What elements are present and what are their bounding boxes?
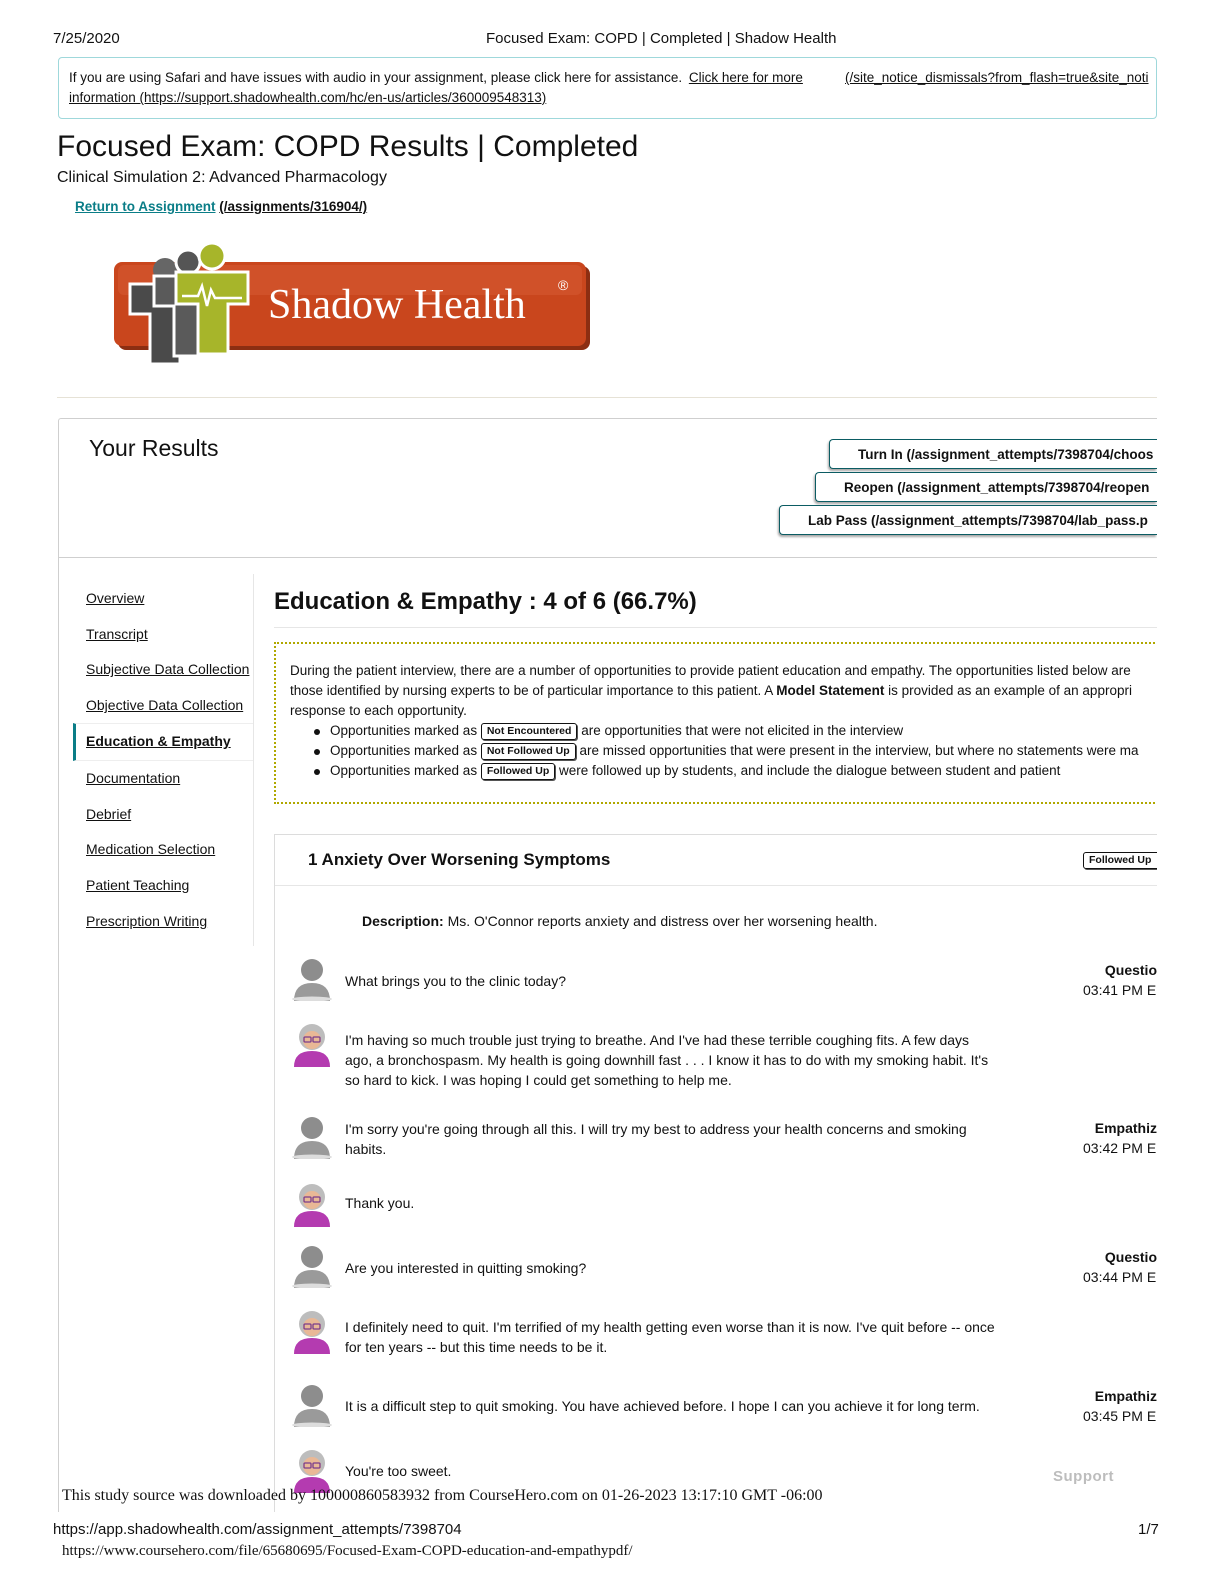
not-followed-up-tag: Not Followed Up <box>481 743 576 760</box>
page-title: Focused Exam: COPD Results | Completed <box>57 130 639 163</box>
divider <box>57 397 1157 398</box>
legend-not-encountered <box>330 721 903 741</box>
source-url: https://www.coursehero.com/file/65680695/Focused-Exam-COPD-education-and-empathypdf/ <box>62 1543 633 1559</box>
description-text: Ms. O'Connor reports anxiety and distress over her worsening health. <box>443 913 878 929</box>
dialogue-patient-message: I'm having so much trouble just trying to breathe. And I've had these terrible coughing fits. A few days ago, a bronchospasm. My health is going downhill fast . . . I know it has to do with my smoking habit. It's so hard to kick. I was hoping I could get something to help me. <box>345 1032 989 1088</box>
sidebar-item-patient-teaching[interactable]: Patient Teaching <box>86 877 190 893</box>
legend-prefix: Opportunities marked as <box>330 723 478 738</box>
notice-text: If you are using Safari and have issues with audio in your assignment, please click here for assistance. <box>69 70 683 85</box>
support-button[interactable]: Support <box>1053 1468 1114 1485</box>
dialogue-timestamp: 03:45 PM E <box>1083 1408 1157 1424</box>
sidebar-item-transcript[interactable]: Transcript <box>86 626 148 642</box>
section-title: Education & Empathy : 4 of 6 (66.7%) <box>274 588 697 615</box>
dialogue-type-label: Questio <box>1104 962 1157 978</box>
turn-in-button[interactable]: Turn In (/assignment_attempts/7398704/choos <box>829 439 1157 469</box>
sidebar-item-education-empathy[interactable]: Education & Empathy <box>86 733 231 749</box>
print-crop-edge <box>1157 0 1224 1584</box>
student-avatar-icon <box>290 955 334 1001</box>
results-heading: Your Results <box>89 435 219 461</box>
study-source-note: This study source was downloaded by 100000860583932 from CourseHero.com on 01-26-2023 13:17:10 GMT -06:00 <box>62 1487 823 1504</box>
legend-prefix: Opportunities marked as <box>330 743 478 758</box>
print-page-number: 1/7 <box>1138 1521 1159 1538</box>
dialogue-type-label: Questio <box>1104 1249 1157 1265</box>
description-label: Description: <box>362 913 444 929</box>
sidebar-item-overview[interactable]: Overview <box>86 590 145 606</box>
return-to-assignment-link[interactable] <box>75 199 367 214</box>
site-notice-banner <box>58 57 1157 119</box>
results-panel-bottom-border <box>58 557 1157 558</box>
opportunity-description <box>362 913 877 929</box>
lab-pass-button[interactable]: Lab Pass (/assignment_attempts/7398704/lab_pass.p <box>779 505 1157 535</box>
dialogue-student-message: Are you interested in quitting smoking? <box>345 1260 587 1276</box>
results-panel-left-border <box>58 557 59 1584</box>
student-avatar-icon <box>290 1381 334 1427</box>
dialogue-timestamp: 03:44 PM E <box>1083 1269 1157 1285</box>
dialogue-student-message: It is a difficult step to quit smoking. You have achieved before. I hope I can you achieve it for long term. <box>345 1398 980 1414</box>
dialogue-student-message: What brings you to the clinic today? <box>345 973 567 989</box>
opportunity-header-rule <box>275 885 1157 886</box>
dialogue-patient-message: Thank you. <box>345 1195 415 1211</box>
intro-line-2-b: is provided as an example of an appropri <box>884 683 1132 698</box>
return-link-path[interactable]: (/assignments/316904/) <box>219 199 368 214</box>
notice-info-link[interactable]: information (https://support.shadowhealth.com/hc/en-us/articles/360009548313) <box>69 90 547 105</box>
dialogue-student-message: I'm sorry you're going through all this. I will try my best to address your health concerns and smoking habits. <box>345 1121 967 1157</box>
student-avatar-icon <box>290 1113 334 1159</box>
notice-more-link[interactable]: Click here for more <box>688 70 803 85</box>
shadow-health-logo-graphic <box>110 240 595 370</box>
print-date: 7/25/2020 <box>53 30 120 47</box>
legend-suffix: are opportunities that were not elicited in the interview <box>581 723 904 738</box>
sidebar-item-objective-data[interactable]: Objective Data Collection <box>86 697 244 713</box>
bullet-dot <box>314 729 320 735</box>
patient-avatar-icon <box>290 1021 334 1067</box>
intro-line-3: response to each opportunity. <box>290 703 467 718</box>
patient-avatar-icon <box>290 1181 334 1227</box>
dialogue-type-label: Empathiz <box>1094 1388 1157 1404</box>
notice-dismiss-link[interactable]: (/site_notice_dismissals?from_flash=true&site_noti <box>845 70 1149 85</box>
legend-suffix: are missed opportunities that were present in the interview, but where no statements were ma <box>579 743 1139 758</box>
section-title-rule <box>274 627 1157 628</box>
student-avatar-icon <box>290 1242 334 1288</box>
not-encountered-tag: Not Encountered <box>481 723 578 740</box>
instructions-box <box>274 642 1174 804</box>
dialogue-patient-message: You're too sweet. <box>345 1463 452 1479</box>
bullet-dot <box>314 749 320 755</box>
shadow-health-logo <box>110 240 595 370</box>
legend-prefix: Opportunities marked as <box>330 763 478 778</box>
dialogue-type-label: Empathiz <box>1094 1120 1157 1136</box>
print-title: Focused Exam: COPD | Completed | Shadow Health <box>486 30 837 47</box>
reopen-button[interactable]: Reopen (/assignment_attempts/7398704/reopen <box>815 472 1157 502</box>
logo-registered-mark: ® <box>558 277 569 293</box>
intro-line-2-a: those identified by nursing experts to be of particular importance to this patient. A <box>290 683 777 698</box>
dialogue-timestamp: 03:41 PM E <box>1083 982 1157 998</box>
patient-avatar-icon <box>290 1308 334 1354</box>
legend-not-followed-up <box>330 741 1138 761</box>
opportunity-status-tag: Followed Up <box>1083 852 1163 869</box>
opportunity-title: 1 Anxiety Over Worsening Symptoms <box>308 850 611 869</box>
model-statement-label: Model Statement <box>776 683 885 698</box>
logo-text: Shadow Health <box>268 282 526 328</box>
bullet-dot <box>314 769 320 775</box>
legend-followed-up <box>330 761 1060 781</box>
print-url: https://app.shadowhealth.com/assignment_attempts/7398704 <box>53 1521 462 1538</box>
sidebar-item-subjective-data[interactable]: Subjective Data Collection <box>86 661 250 677</box>
sidebar-item-medication-selection[interactable]: Medication Selection <box>86 841 216 857</box>
followed-up-tag: Followed Up <box>481 763 555 780</box>
return-link-label[interactable]: Return to Assignment <box>75 199 216 214</box>
intro-line-1: During the patient interview, there are a number of opportunities to provide patient education and empathy. The opportunities listed below are <box>290 663 1131 678</box>
page-subtitle: Clinical Simulation 2: Advanced Pharmacology <box>57 169 387 186</box>
dialogue-patient-message: I definitely need to quit. I'm terrified of my health getting even worse than it is now. I've quit before -- once for ten years -- but this time needs to be it. <box>345 1319 995 1355</box>
sidebar-item-prescription-writing[interactable]: Prescription Writing <box>86 913 208 929</box>
intro-line-2 <box>290 681 1132 701</box>
legend-suffix: were followed up by students, and include the dialogue between student and patient <box>559 763 1061 778</box>
sidebar-item-documentation[interactable]: Documentation <box>86 770 181 786</box>
dialogue-timestamp: 03:42 PM E <box>1083 1140 1157 1156</box>
sidebar-divider <box>253 574 254 946</box>
sidebar-item-debrief[interactable]: Debrief <box>86 806 132 822</box>
